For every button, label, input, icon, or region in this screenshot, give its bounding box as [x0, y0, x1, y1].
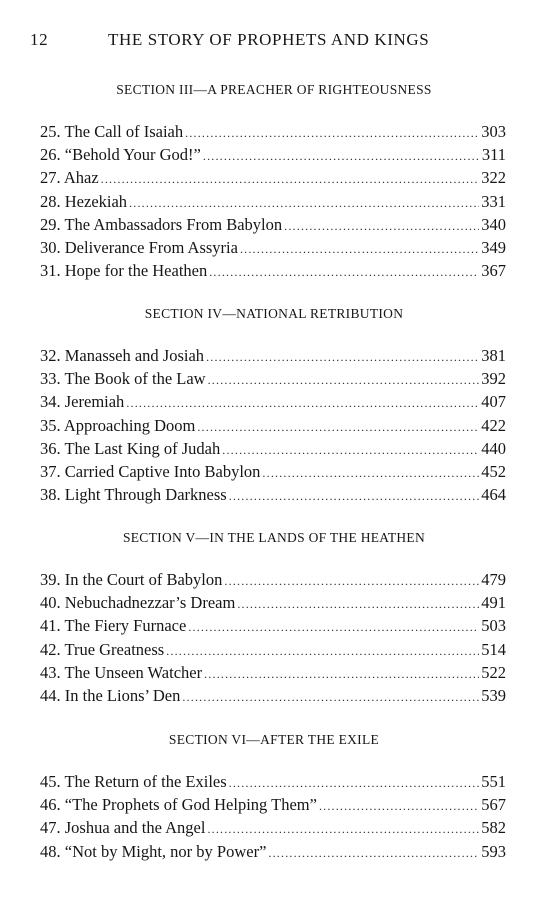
- chapter-title: 26. “Behold Your God!”: [40, 145, 201, 165]
- toc-entry: [40, 236, 506, 259]
- dot-leader: [209, 261, 479, 284]
- chapter-page: 452: [481, 461, 506, 481]
- toc-entry: [40, 840, 506, 863]
- running-header: [30, 28, 530, 52]
- toc-list: [40, 770, 506, 863]
- chapter-title: 31. Hope for the Heathen: [40, 261, 208, 281]
- chapter-page: 522: [481, 662, 506, 682]
- chapter-title: 27. Ahaz: [40, 168, 99, 188]
- toc-entry: [40, 793, 506, 816]
- chapter-page: 464: [481, 485, 506, 505]
- chapter-page: 479: [481, 570, 506, 589]
- toc-list: [40, 344, 506, 506]
- chapter-page: 539: [481, 685, 506, 705]
- dot-leader: [203, 145, 480, 168]
- dot-leader: [207, 818, 479, 841]
- toc-entry: [40, 684, 506, 707]
- chapter-title: 25. The Call of Isaiah: [40, 122, 184, 141]
- dot-leader: [284, 215, 479, 238]
- dot-leader: [224, 570, 479, 593]
- toc-entry: [40, 614, 506, 637]
- dot-leader: [185, 122, 479, 145]
- toc-entry: [40, 143, 506, 166]
- section-title: SECTION VI—AFTER THE EXILE: [168, 732, 380, 747]
- toc-entry: [40, 638, 506, 661]
- toc-entry: [40, 367, 506, 390]
- dot-leader: [319, 795, 479, 818]
- chapter-page: 551: [481, 772, 506, 791]
- dot-leader: [229, 772, 480, 795]
- chapter-title: 29. The Ambassadors From Babylon: [40, 214, 283, 234]
- dot-leader: [208, 369, 480, 392]
- toc-entry: [40, 816, 506, 839]
- dot-leader: [204, 663, 479, 686]
- chapter-page: 340: [481, 214, 506, 234]
- dot-leader: [101, 168, 480, 191]
- chapter-page: 491: [481, 593, 506, 613]
- chapter-title: 47. Joshua and the Angel: [40, 818, 206, 838]
- book-title: THE STORY OF PROPHETS AND KINGS: [108, 30, 430, 49]
- page-number: 12: [30, 30, 49, 49]
- chapter-page: 514: [481, 639, 506, 659]
- chapter-title: 30. Deliverance From Assyria: [40, 237, 238, 257]
- dot-leader: [129, 192, 479, 215]
- dot-leader: [188, 616, 479, 639]
- dot-leader: [182, 686, 479, 709]
- chapter-title: 48. “Not by Might, nor by Power”: [40, 841, 267, 861]
- toc-entry: [40, 437, 506, 460]
- chapter-title: 35. Approaching Doom: [40, 415, 196, 435]
- chapter-title: 28. Hezekiah: [40, 191, 128, 211]
- chapter-page: 322: [481, 168, 506, 188]
- toc-entry: [40, 661, 506, 684]
- chapter-title: 46. “The Prophets of God Helping Them”: [40, 795, 317, 815]
- chapter-page: 422: [481, 415, 506, 435]
- chapter-page: 381: [481, 346, 506, 365]
- chapter-title: 34. Jeremiah: [40, 392, 125, 412]
- chapter-title: 37. Carried Captive Into Babylon: [40, 461, 261, 481]
- toc-entry: [40, 120, 506, 143]
- dot-leader: [197, 416, 479, 439]
- chapter-page: 392: [481, 369, 506, 389]
- chapter-page: 349: [481, 237, 506, 257]
- chapter-page: 593: [481, 841, 506, 861]
- chapter-page: 503: [481, 616, 506, 636]
- chapter-page: 331: [481, 191, 506, 211]
- chapter-title: 36. The Last King of Judah: [40, 438, 221, 458]
- toc-entry: [40, 166, 506, 189]
- chapter-title: 43. The Unseen Watcher: [40, 662, 203, 682]
- toc-entry: [40, 259, 506, 282]
- section-title: SECTION IV—NATIONAL RETRIBUTION: [144, 306, 404, 321]
- chapter-title: 32. Manasseh and Josiah: [40, 346, 205, 365]
- toc-entry: [40, 591, 506, 614]
- chapter-page: 440: [481, 438, 506, 458]
- dot-leader: [240, 238, 479, 261]
- dot-leader: [268, 842, 479, 865]
- toc-list: [40, 568, 506, 707]
- toc-entry: [40, 483, 506, 506]
- chapter-title: 33. The Book of the Law: [40, 369, 206, 389]
- chapter-title: 45. The Return of the Exiles: [40, 772, 227, 791]
- section-title: SECTION V—IN THE LANDS OF THE HEATHEN: [122, 530, 426, 545]
- dot-leader: [229, 485, 480, 508]
- toc-entry: [40, 568, 506, 591]
- dot-leader: [166, 640, 479, 663]
- chapter-title: 40. Nebuchadnezzar’s Dream: [40, 593, 236, 613]
- chapter-page: 407: [481, 392, 506, 412]
- chapter-title: 42. True Greatness: [40, 639, 165, 659]
- toc-entry: [40, 460, 506, 483]
- chapter-title: 38. Light Through Darkness: [40, 485, 227, 505]
- chapter-title: 44. In the Lions’ Den: [40, 685, 181, 705]
- toc-entry: [40, 390, 506, 413]
- toc-list: [40, 120, 506, 282]
- toc-entry: [40, 213, 506, 236]
- toc-entry: [40, 770, 506, 793]
- chapter-page: 582: [481, 818, 506, 838]
- chapter-page: 311: [481, 145, 506, 165]
- dot-leader: [206, 346, 479, 369]
- chapter-page: 367: [481, 261, 506, 281]
- toc-entry: [40, 414, 506, 437]
- section-title: SECTION III—A PREACHER OF RIGHTEOUSNESS: [116, 82, 432, 97]
- chapter-page: 567: [481, 795, 506, 815]
- toc-entry: [40, 190, 506, 213]
- toc-entry: [40, 344, 506, 367]
- dot-leader: [237, 593, 479, 616]
- dot-leader: [222, 439, 479, 462]
- dot-leader: [262, 462, 479, 485]
- chapter-title: 41. The Fiery Furnace: [40, 616, 187, 636]
- chapter-page: 303: [481, 122, 506, 141]
- chapter-title: 39. In the Court of Babylon: [40, 570, 223, 589]
- dot-leader: [126, 392, 479, 415]
